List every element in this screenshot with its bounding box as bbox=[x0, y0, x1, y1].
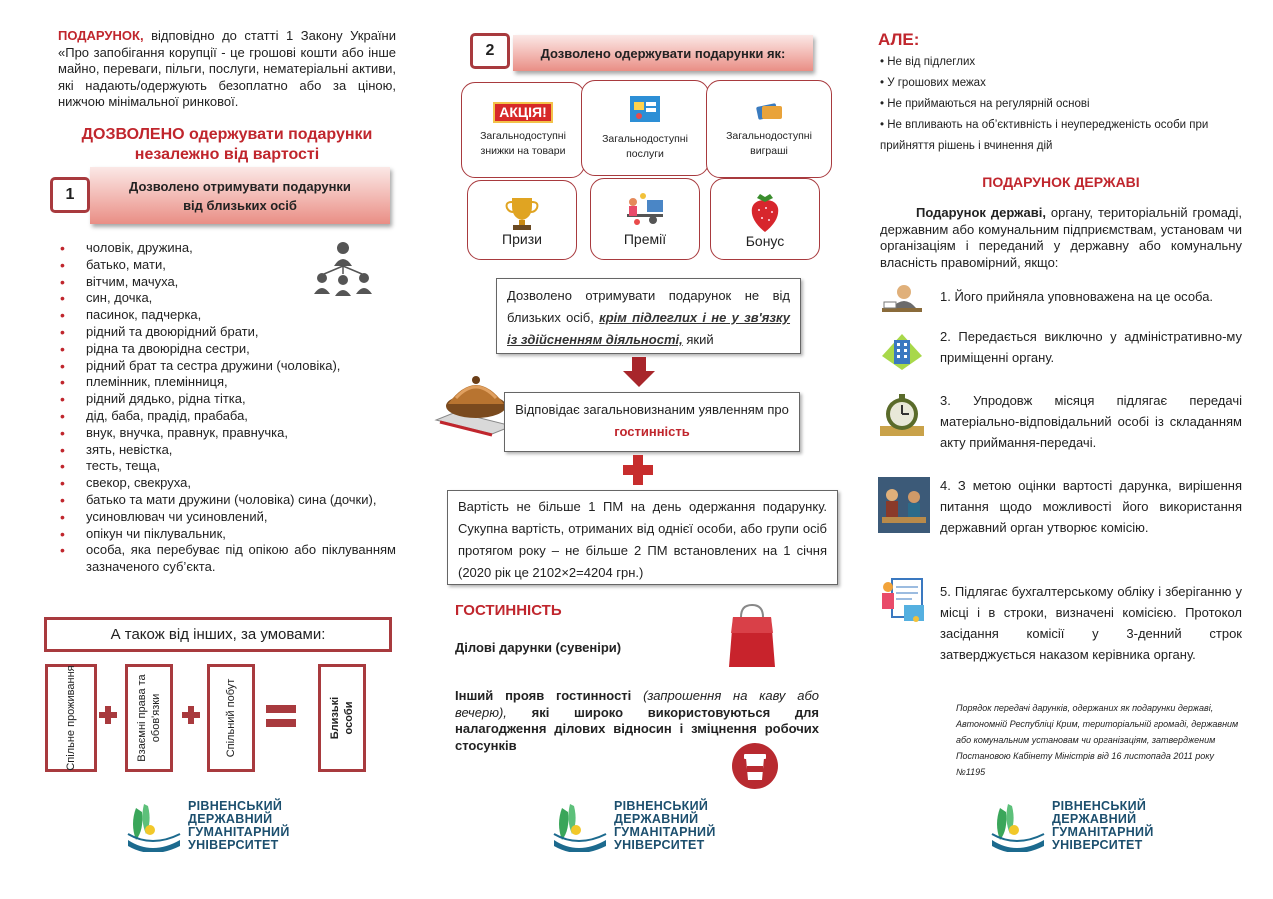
award-people-icon bbox=[623, 192, 667, 232]
other-hospitality-italic: (запрошення на каву або вечерю), bbox=[455, 688, 819, 720]
serving-cloche-icon bbox=[432, 370, 514, 440]
list-item: • пасинок, падчерка, bbox=[60, 307, 396, 324]
relatives-list bbox=[60, 240, 396, 576]
gift-definition-text: відповідно до статті 1 Закону України «Про запобігання корупції - це грошові кошти або інше майно, переваги, пільги, послуги, нематеріальні активи, які надають/одержують безоплатно або за ціною, нижчою мінімальної ринкової. bbox=[58, 28, 396, 109]
others-conditions-header: А також від інших, за умовами: bbox=[44, 617, 392, 652]
list-item: • Не від підлеглих bbox=[880, 52, 1240, 73]
allowed-as-header: Дозволено одержувати подарунки як: bbox=[513, 35, 813, 71]
condition-label: Спільне проживання bbox=[65, 665, 77, 771]
condition-2: 2. Передається виключно у адміністративно-му приміщенні органу. bbox=[940, 329, 1242, 365]
list-item: • У грошових межах bbox=[880, 73, 1240, 94]
list-item: • вітчим, мачуха, bbox=[60, 274, 396, 291]
card-label: Бонус bbox=[745, 232, 785, 249]
section-number-1: 1 bbox=[50, 177, 90, 213]
accounting-icon bbox=[878, 575, 930, 627]
card-label: Загальнодоступні послуги bbox=[602, 133, 688, 160]
list-item: • дід, баба, прадід, прабаба, bbox=[60, 408, 396, 425]
card-prizes bbox=[467, 180, 577, 260]
university-logo-center bbox=[552, 800, 742, 854]
plus-icon bbox=[99, 706, 117, 724]
condition-box-mutual-rights bbox=[125, 664, 173, 772]
condition-label: Спільний побут bbox=[225, 678, 237, 758]
building-icon bbox=[878, 326, 926, 374]
hospitality-text: Відповідає загальновизнаним уявленням про bbox=[515, 402, 789, 417]
condition-box-close-persons bbox=[318, 664, 366, 772]
condition-label: Близькі особи bbox=[329, 696, 355, 740]
university-logo-icon bbox=[126, 800, 182, 852]
gift-bag-icon bbox=[727, 603, 777, 669]
section-number-2: 2 bbox=[470, 33, 510, 69]
card-label: Призи bbox=[502, 230, 542, 247]
card-winnings bbox=[706, 80, 832, 178]
gift-term: ПОДАРУНОК, bbox=[58, 28, 144, 43]
university-name bbox=[188, 800, 290, 852]
card-discounts bbox=[461, 82, 585, 178]
university-name-line: РІВНЕНСЬКИЙ bbox=[614, 799, 709, 813]
university-name bbox=[1052, 800, 1154, 852]
plus-icon bbox=[182, 706, 200, 724]
trophy-icon bbox=[504, 194, 540, 232]
card-label: Загальнодоступні знижки на товари bbox=[480, 129, 566, 157]
gift-definition bbox=[58, 28, 396, 111]
services-icon bbox=[628, 94, 662, 124]
card-services bbox=[581, 80, 709, 176]
list-item: • особа, яка перебуває під опікою або піклуванням зазначеного суб’єкта. bbox=[60, 542, 396, 576]
list-item: • батько, мати, bbox=[60, 257, 396, 274]
but-title: АЛЕ: bbox=[878, 30, 920, 49]
other-hospitality-bold: Інший прояв гостинності bbox=[455, 688, 632, 703]
university-name-line: ДЕРЖАВНИЙ bbox=[614, 812, 699, 826]
sale-sign-icon: АКЦІЯ! bbox=[493, 102, 553, 123]
cards-icon bbox=[754, 99, 784, 121]
legal-footnote: Порядок передачі дарунків, одержаних як подарунки державі, Автономній Республіці Крим, територіальній громаді, державним або комунальним установам чи організаціям, затвердженим Постановою Кабінету Міністрів від 16 листопада 2011 року №1195 bbox=[956, 703, 1239, 777]
strawberry-icon bbox=[748, 190, 782, 234]
list-item: • тесть, теща, bbox=[60, 458, 396, 475]
card-bonuses bbox=[590, 178, 700, 260]
university-name bbox=[614, 800, 716, 852]
condition-5: 5. Підлягає бухгалтерському обліку і зберіганню у місці і в строки, визначені комісією. Протокол засідання комісії у 3-денний строк затверджується наказом керівника органу. bbox=[940, 584, 1242, 662]
university-name-line: УНІВЕРСИТЕТ bbox=[188, 838, 279, 852]
list-item: • рідний брат та сестра дружини (чоловіка), bbox=[60, 358, 396, 375]
other-hospitality-bold-2: які широко використовуються для налагодження ділових відносин і зміцнення робочих стосунків bbox=[455, 704, 819, 753]
condition-label: Взаємні права та обов'язки bbox=[136, 674, 162, 762]
university-name-line: ДЕРЖАВНИЙ bbox=[1052, 812, 1137, 826]
university-name-line: ГУМАНІТАРНИЙ bbox=[188, 825, 290, 839]
university-name-line: УНІВЕРСИТЕТ bbox=[614, 838, 705, 852]
condition-box-cohabitation bbox=[45, 664, 97, 772]
list-item: • опікун чи піклувальник, bbox=[60, 526, 396, 543]
list-item: • внук, внучка, правнук, правнучка, bbox=[60, 425, 396, 442]
university-name-line: УНІВЕРСИТЕТ bbox=[1052, 838, 1143, 852]
value-limit-box: Вартість не більше 1 ПМ на день одержання подарунку. Сукупна вартість, отриманих від однієї особи, або групи осіб протягом року – не більше 2 ПМ встановлених на 1 січня (2020 рік це 2102×2=4204 грн.) bbox=[447, 490, 838, 585]
university-name-line: ГУМАНІТАРНИЙ bbox=[1052, 825, 1154, 839]
equals-icon bbox=[266, 705, 296, 727]
close-persons-line2: від близьких осіб bbox=[183, 197, 297, 213]
list-item: • син, дочка, bbox=[60, 290, 396, 307]
card-label: Премії bbox=[623, 230, 667, 247]
university-name-line: РІВНЕНСЬКИЙ bbox=[188, 799, 283, 813]
commission-meeting-icon bbox=[878, 477, 930, 533]
university-name-line: ГУМАНІТАРНИЙ bbox=[614, 825, 716, 839]
stopwatch-icon bbox=[878, 390, 926, 438]
allowed-title-line1: ДОЗВОЛЕНО одержувати подарунки bbox=[81, 126, 373, 143]
hospitality-title: ГОСТИННІСТЬ bbox=[455, 602, 562, 619]
university-logo-icon bbox=[990, 800, 1046, 852]
university-logo-icon bbox=[552, 800, 608, 852]
list-item: • свекор, свекруха, bbox=[60, 475, 396, 492]
condition-1: 1. Його прийняла уповноважена на це особа. bbox=[940, 289, 1214, 304]
card-label: Загальнодоступні виграші bbox=[726, 130, 812, 157]
list-item: • рідна та двоюрідна сестри, bbox=[60, 341, 396, 358]
university-name-line: ДЕРЖАВНИЙ bbox=[188, 812, 273, 826]
close-persons-header bbox=[90, 167, 390, 224]
coffee-cup-icon bbox=[731, 742, 779, 790]
allowed-title-line2: незалежно від вартості bbox=[134, 146, 320, 163]
university-logo-left bbox=[126, 800, 316, 854]
down-arrow-icon bbox=[623, 357, 655, 387]
list-item: • чоловік, дружина, bbox=[60, 240, 396, 257]
condition-3: 3. Упродовж місяця підлягає передачі матеріально-відповідальний особі із складанням акту приймання-передачі. bbox=[940, 393, 1242, 450]
list-item: • батько та мати дружини (чоловіка) сина (дочки), bbox=[60, 492, 396, 509]
state-gift-term: Подарунок державі, bbox=[916, 205, 1046, 220]
state-gift-title: ПОДАРУНОК ДЕРЖАВІ bbox=[982, 174, 1140, 190]
non-close-persons-box bbox=[496, 278, 801, 354]
condition-4: 4. З метою оцінки вартості дарунка, вирішення питання щодо можливості його використання державний орган утворює комісію. bbox=[940, 478, 1242, 535]
plus-icon bbox=[623, 455, 653, 485]
card-bonus bbox=[710, 178, 820, 260]
close-persons-line1: Дозволено отримувати подарунки bbox=[129, 178, 351, 194]
allowed-title bbox=[58, 125, 396, 165]
list-item: • Не впливають на об’єктивність і неупередженість особи при прийняття рішень і вчинення дій bbox=[880, 115, 1240, 157]
list-item: • рідний та двоюрідний брати, bbox=[60, 324, 396, 341]
non-close-text: Дозволено отримувати подарунок не від близьких осіб, bbox=[507, 288, 790, 325]
hospitality-box bbox=[504, 392, 800, 452]
list-item: • зять, невістка, bbox=[60, 442, 396, 459]
list-item: • рідний дядько, рідна тітка, bbox=[60, 391, 396, 408]
business-gifts-label: Ділові дарунки (сувеніри) bbox=[455, 640, 622, 655]
condition-box-common-household bbox=[207, 664, 255, 772]
state-gift-intro bbox=[880, 205, 1242, 271]
university-name-line: РІВНЕНСЬКИЙ bbox=[1052, 799, 1147, 813]
list-item: • усиновлювач чи усиновлений, bbox=[60, 509, 396, 526]
state-gift-text: органу, територіальній громаді, державним або комунальним підприємствам, установам чи організаціям і переданий у державну або комунальну власність правомірний, якщо: bbox=[880, 205, 1243, 270]
non-close-emphasis: крім підлеглих і не у зв'язку із здійсненням діяльності, bbox=[507, 310, 791, 347]
list-item: • Не приймаються на регулярній основі bbox=[880, 94, 1240, 115]
hospitality-emphasis: гостинність bbox=[614, 424, 690, 439]
university-logo-right bbox=[990, 800, 1180, 854]
list-item: • племінник, племінниця, bbox=[60, 374, 396, 391]
non-close-text-end: який bbox=[682, 332, 714, 347]
conditions-list bbox=[880, 52, 1240, 157]
official-at-desk-icon bbox=[878, 278, 926, 326]
